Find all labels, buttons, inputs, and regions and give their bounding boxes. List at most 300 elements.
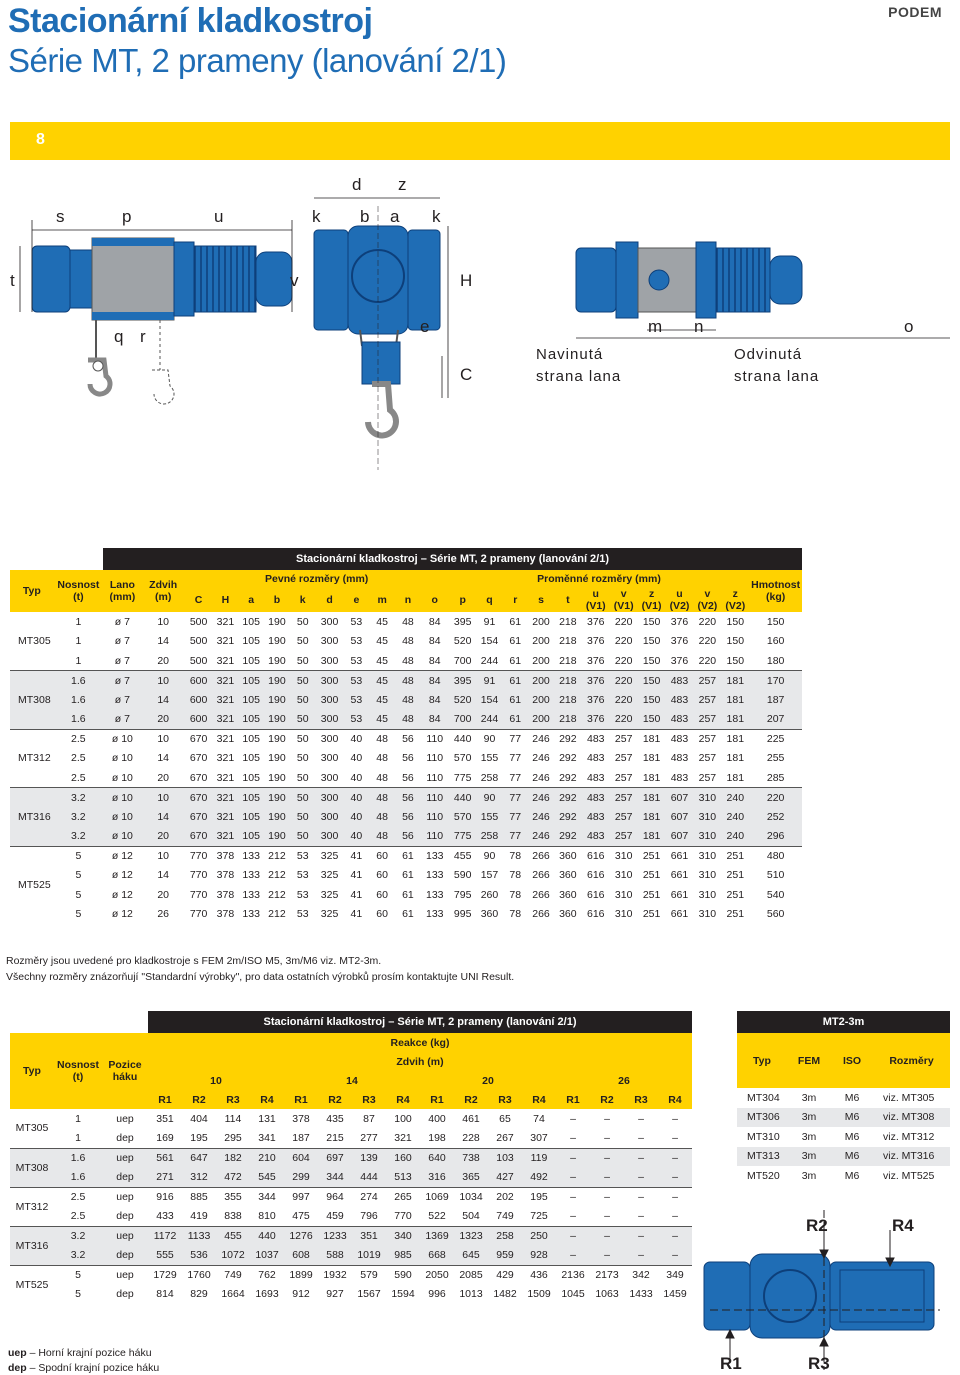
dim-C: C [460, 365, 473, 384]
table-cell: ø 7 [114, 654, 130, 667]
table-cell: 251 [642, 908, 661, 921]
table-cell: 53 [350, 654, 363, 667]
table-cell: uep [102, 1148, 148, 1168]
table-cell: – [624, 1246, 658, 1266]
table-cell: 61 [402, 908, 414, 921]
table-cell: 274 [352, 1187, 386, 1207]
table-cell: 20 [157, 654, 169, 667]
table-cell: 670 [185, 729, 213, 749]
reaction-label-r4: R4 [892, 1216, 914, 1235]
table-row [10, 671, 802, 691]
table1-col-var: s [528, 588, 554, 612]
unwind-side-label-1: Odvinutá [734, 346, 803, 363]
table-cell: 53 [344, 710, 370, 730]
table-cell: 181 [721, 671, 749, 691]
table-cell: 2050 [420, 1265, 454, 1285]
table-cell: MT310 [747, 1130, 780, 1143]
reaction-col-r4: R4 [522, 1090, 556, 1109]
table-cell: ø 7 [114, 615, 130, 628]
table-cell: 56 [402, 771, 414, 784]
table-cell: 3m [787, 1147, 831, 1167]
table-cell: 220 [749, 788, 802, 808]
table-cell: – [556, 1148, 590, 1168]
dim-v: v [290, 271, 299, 290]
table-cell: 1.6 [54, 710, 103, 730]
table-cell: viz. MT316 [873, 1147, 950, 1167]
table-cell: 608 [284, 1246, 318, 1266]
table-cell: 246 [528, 827, 554, 847]
table-cell: 310 [698, 869, 717, 882]
table-cell: 360 [559, 908, 577, 921]
table-cell: 155 [480, 752, 499, 765]
table-cell: 77 [509, 771, 522, 784]
table-cell: 133 [421, 846, 449, 866]
table-cell: 312 [182, 1168, 216, 1188]
table-cell: 2085 [454, 1265, 488, 1285]
table-cell: 668 [420, 1246, 454, 1266]
table-cell: 427 [488, 1168, 522, 1188]
type-cell: MT316 [10, 1226, 54, 1265]
table-cell: 150 [726, 615, 745, 628]
table-cell: 321 [216, 771, 235, 784]
table-cell: 540 [766, 888, 785, 901]
table-cell: 1323 [454, 1226, 488, 1246]
table-cell: 61 [402, 869, 414, 882]
table-cell: 181 [721, 729, 749, 749]
table-cell: 181 [638, 827, 666, 847]
table-cell: 459 [326, 1210, 344, 1222]
table-cell: ø 10 [103, 807, 142, 827]
table-cell: 927 [326, 1288, 344, 1301]
table-cell: 200 [532, 654, 550, 667]
table-cell: 56 [395, 807, 421, 827]
table-cell: 251 [726, 888, 745, 901]
table-row [10, 612, 802, 632]
table-row [10, 710, 802, 730]
table-cell: – [638, 1210, 644, 1222]
table-cell: – [556, 1226, 590, 1246]
table-cell: 3m [787, 1108, 831, 1128]
table-cell: ø 7 [103, 671, 142, 691]
table-cell: 56 [402, 752, 414, 765]
table-cell: 240 [721, 827, 749, 847]
table-cell: 355 [216, 1187, 250, 1207]
table-cell: 378 [216, 908, 235, 921]
table-cell: 187 [749, 690, 802, 710]
table1-col-var: r [502, 588, 528, 612]
table-cell: 600 [185, 710, 213, 730]
dim-s: s [56, 207, 65, 226]
table-row [10, 866, 802, 886]
table-cell: 220 [610, 710, 638, 730]
table-cell: 1664 [221, 1288, 245, 1301]
table-cell: ø 10 [111, 771, 133, 784]
table-cell: 770 [189, 869, 208, 882]
table-cell: 105 [242, 654, 260, 667]
table-cell: dep [116, 1210, 134, 1222]
table-cell: 20 [142, 827, 185, 847]
table-cell: 964 [318, 1187, 352, 1207]
table-cell: 647 [182, 1148, 216, 1168]
table-cell: – [556, 1246, 590, 1266]
table-cell: 133 [425, 908, 444, 921]
table-cell: 321 [216, 635, 235, 648]
reaction-col-r3: R3 [216, 1090, 250, 1109]
brand-logo: PODEM [888, 4, 942, 20]
table-cell: 588 [318, 1246, 352, 1266]
table-cell: 1133 [182, 1226, 216, 1246]
table1-col-var: t [554, 588, 582, 612]
table-cell: 1034 [454, 1187, 488, 1207]
table-cell: 190 [264, 690, 290, 710]
table-cell: 48 [395, 710, 421, 730]
table-cell: 2.5 [70, 1210, 86, 1222]
table-cell: 770 [189, 908, 208, 921]
dim-t: t [10, 271, 15, 290]
table-cell: 300 [316, 671, 344, 691]
table-cell: 61 [509, 635, 522, 648]
table-cell: 2173 [590, 1265, 624, 1285]
zdvih-value: 14 [284, 1071, 420, 1090]
table-row [10, 749, 802, 769]
table-cell: 50 [290, 788, 316, 808]
table-cell: 738 [454, 1148, 488, 1168]
table-cell: 220 [614, 654, 633, 667]
table-cell: 48 [376, 752, 388, 765]
table-cell: MT304 [747, 1091, 780, 1104]
type-cell: MT525 [10, 846, 54, 924]
table-row [10, 905, 802, 925]
table-cell: 20 [142, 710, 185, 730]
table-cell: 570 [449, 807, 477, 827]
table-cell: 78 [509, 888, 522, 901]
table-cell: 996 [428, 1288, 446, 1301]
table-cell: 433 [156, 1210, 174, 1222]
table-cell: 1045 [561, 1288, 585, 1301]
reaction-col-r3: R3 [624, 1090, 658, 1109]
table-cell: 325 [320, 908, 339, 921]
table-cell: 483 [670, 752, 689, 765]
table-cell: 14 [157, 635, 169, 648]
reaction-col-r2: R2 [182, 1090, 216, 1109]
table-cell: 14 [157, 752, 169, 765]
table-cell: 252 [749, 807, 802, 827]
table-cell: 440 [449, 788, 477, 808]
table-cell: 749 [216, 1265, 250, 1285]
table-cell: 661 [670, 888, 689, 901]
table-cell: 53 [350, 635, 363, 648]
table-cell: 590 [386, 1265, 420, 1285]
table-cell: M6 [844, 1169, 860, 1182]
table-cell: 1693 [255, 1288, 279, 1301]
table1-col-C: C [185, 588, 213, 612]
table-cell: 150 [642, 635, 661, 648]
table-cell: 2.5 [54, 729, 103, 749]
table-cell: 1 [75, 1132, 81, 1144]
table-cell: 483 [582, 729, 610, 749]
table-cell: 376 [587, 635, 605, 648]
table-cell: 251 [721, 846, 749, 866]
table-cell: 258 [477, 827, 503, 847]
table-cell: 749 [496, 1210, 514, 1222]
table-cell: 1 [75, 635, 82, 648]
table-cell: 40 [344, 729, 370, 749]
table-cell: 277 [360, 1132, 378, 1144]
table-cell: 53 [344, 671, 370, 691]
table-cell: 48 [402, 654, 414, 667]
table-cell: 3.2 [54, 1226, 102, 1246]
table-cell: 607 [666, 788, 694, 808]
table3-col: FEM [787, 1033, 831, 1088]
table-cell: 378 [213, 846, 239, 866]
table-cell: 56 [395, 729, 421, 749]
table-cell: 60 [376, 888, 388, 901]
table-cell: 45 [369, 690, 395, 710]
table-cell: 48 [369, 827, 395, 847]
table-cell: 200 [528, 710, 554, 730]
reaction-col-r4: R4 [386, 1090, 420, 1109]
table-cell: 61 [402, 888, 414, 901]
table-cell: 796 [360, 1210, 378, 1222]
table-cell: – [604, 1210, 610, 1222]
table-cell: 429 [488, 1265, 522, 1285]
type-cell: MT525 [10, 1265, 54, 1304]
table-cell: 150 [638, 671, 666, 691]
table-cell: 84 [428, 635, 441, 648]
table-cell: 814 [156, 1288, 174, 1301]
dim-m: m [648, 317, 663, 336]
table-cell: uep [102, 1265, 148, 1285]
table-cell: 50 [296, 752, 309, 765]
table-cell: 77 [502, 729, 528, 749]
table-cell: 480 [749, 846, 802, 866]
table-cell: uep [102, 1187, 148, 1207]
table1-col-n: n [395, 588, 421, 612]
table-cell: – [658, 1187, 692, 1207]
table-cell: 342 [624, 1265, 658, 1285]
dimensions-table [10, 548, 802, 924]
table-cell: 246 [532, 771, 550, 784]
table-cell: 616 [587, 888, 605, 901]
table-cell: 3m [801, 1130, 817, 1143]
table-cell: 48 [369, 788, 395, 808]
table-cell: 40 [344, 807, 370, 827]
table-cell: – [658, 1168, 692, 1188]
table-cell: 959 [488, 1246, 522, 1266]
table-cell: 114 [224, 1112, 242, 1125]
type-cell: MT316 [10, 788, 54, 847]
table-cell: 472 [216, 1168, 250, 1188]
table-cell: 300 [320, 654, 339, 667]
table-cell: 351 [156, 1112, 174, 1125]
table1-col-var: v (V2) [693, 588, 721, 612]
table-cell: 775 [453, 771, 472, 784]
table-cell: 133 [242, 908, 260, 921]
table-cell: 133 [238, 846, 264, 866]
table-cell: 218 [554, 690, 582, 710]
table-cell: 91 [477, 671, 503, 691]
table-cell: 310 [614, 869, 633, 882]
table-cell: 190 [264, 710, 290, 730]
table-cell: 48 [369, 807, 395, 827]
table-cell: 321 [213, 690, 239, 710]
table-cell: 181 [638, 788, 666, 808]
table-cell: 220 [698, 615, 717, 628]
table-cell: 300 [316, 710, 344, 730]
table-cell: 84 [428, 615, 441, 628]
table-cell: 1172 [148, 1226, 182, 1246]
table-cell: 376 [582, 671, 610, 691]
table-cell: 220 [614, 635, 633, 648]
table-cell: 310 [693, 827, 721, 847]
table-cell: 250 [522, 1226, 556, 1246]
type-cell: MT305 [18, 635, 51, 647]
table-cell: 300 [316, 729, 344, 749]
table-cell: 195 [190, 1132, 208, 1144]
table-cell: 220 [698, 635, 717, 648]
table-cell: 513 [386, 1168, 420, 1188]
table-cell: 395 [453, 615, 472, 628]
table-cell: 41 [344, 846, 370, 866]
table-cell: 181 [721, 710, 749, 730]
table-cell: 670 [189, 752, 208, 765]
table-cell: 475 [292, 1210, 310, 1222]
table-cell: viz. MT308 [873, 1108, 950, 1128]
table-cell: 310 [610, 846, 638, 866]
table-cell: 376 [582, 710, 610, 730]
table-row [10, 768, 802, 788]
table-cell: 321 [394, 1132, 412, 1144]
table-cell: ø 7 [103, 690, 142, 710]
table-cell: 181 [642, 771, 661, 784]
table-cell: 1369 [420, 1226, 454, 1246]
table-cell: 522 [428, 1210, 446, 1222]
table-row [10, 788, 802, 808]
table-cell: 133 [242, 869, 260, 882]
table-cell: 40 [344, 788, 370, 808]
table-cell: 45 [369, 710, 395, 730]
table-cell: 321 [213, 729, 239, 749]
table-row [10, 1109, 692, 1129]
table-cell: 40 [344, 827, 370, 847]
table-cell: – [624, 1168, 658, 1188]
table-cell: 78 [509, 869, 522, 882]
legend-dep: dep – Spodní krajní pozice háku [8, 1362, 160, 1374]
table-cell: 770 [394, 1210, 412, 1222]
table-cell: 3m [801, 1091, 817, 1104]
table-cell: 257 [614, 771, 633, 784]
table-cell: 295 [224, 1132, 242, 1144]
table-cell: 344 [318, 1168, 352, 1188]
table-cell: 310 [614, 908, 633, 921]
table1-col-var: z (V1) [638, 588, 666, 612]
table-cell: 61 [509, 615, 522, 628]
section-band [10, 122, 950, 160]
table-cell: 190 [264, 788, 290, 808]
legend-uep: uep – Horní krajní pozice háku [8, 1347, 152, 1359]
dim-o: o [904, 317, 914, 336]
table2-col-typ: Typ [10, 1033, 54, 1109]
table-cell: 1594 [391, 1288, 415, 1301]
table-cell: 560 [766, 908, 785, 921]
table-cell: 190 [264, 827, 290, 847]
table-cell: 321 [213, 671, 239, 691]
reaction-col-r1: R1 [148, 1090, 182, 1109]
table-cell: 257 [610, 807, 638, 827]
table-cell: – [590, 1187, 624, 1207]
table-cell: 190 [268, 654, 286, 667]
table-cell: 1 [75, 654, 82, 667]
table-cell: 310 [698, 888, 717, 901]
table-cell: 257 [698, 771, 717, 784]
table-cell: 105 [238, 788, 264, 808]
table-cell: 604 [284, 1148, 318, 1168]
table-cell: 53 [296, 888, 309, 901]
reaction-label-r1: R1 [720, 1354, 742, 1373]
table-cell: 181 [726, 752, 745, 765]
dim-a: a [390, 207, 400, 226]
table-cell: 187 [292, 1132, 310, 1144]
table-cell: viz. MT312 [883, 1130, 935, 1143]
footnote-line-2: Všechny rozměry znázorňují "Standardní výrobky", pro data ostatních výrobků prosím kontaktujte UNI Result. [6, 971, 515, 983]
table-cell: 351 [352, 1226, 386, 1246]
table-cell: 50 [290, 827, 316, 847]
type-cell: MT312 [10, 1187, 54, 1226]
table-cell: 105 [242, 615, 260, 628]
table-cell: 154 [480, 635, 499, 648]
table-cell: 218 [554, 671, 582, 691]
table-cell: 912 [292, 1288, 310, 1301]
table-cell: 1.6 [54, 1148, 102, 1168]
table-cell: 300 [320, 752, 339, 765]
table-cell: ø 10 [103, 788, 142, 808]
zdvih-value: 26 [556, 1071, 692, 1090]
table-cell: 246 [532, 752, 550, 765]
table-cell: 378 [216, 888, 235, 901]
table-cell: 212 [268, 888, 286, 901]
table-cell: 419 [190, 1210, 208, 1222]
table-cell: 500 [189, 635, 208, 648]
table-row [10, 632, 802, 652]
table-cell: 444 [352, 1168, 386, 1188]
table-cell: 483 [666, 671, 694, 691]
table-cell: 376 [587, 615, 605, 628]
zdvih-value: 20 [420, 1071, 556, 1090]
table-cell: 110 [426, 752, 444, 765]
table-cell: 61 [502, 671, 528, 691]
table3-title: MT2-3m [737, 1011, 950, 1033]
table-cell: ø 7 [103, 710, 142, 730]
table-cell: 404 [190, 1112, 208, 1125]
table-cell: 45 [376, 615, 388, 628]
table-row [737, 1147, 950, 1167]
table-cell: ø 12 [111, 869, 133, 882]
table-cell: 218 [554, 710, 582, 730]
table-cell: 376 [670, 654, 689, 667]
table-cell: 310 [693, 788, 721, 808]
table1-col-e: e [344, 588, 370, 612]
table2-reakce: Reakce (kg) [148, 1033, 692, 1052]
table-cell: – [672, 1132, 678, 1144]
table-row [10, 1226, 692, 1246]
table-cell: 435 [326, 1112, 344, 1125]
table-cell: 119 [522, 1148, 556, 1168]
table-cell: 1433 [629, 1288, 653, 1301]
table-cell: 300 [320, 635, 339, 648]
table-cell: 300 [320, 771, 339, 784]
table-cell: 266 [528, 846, 554, 866]
table-cell: 266 [532, 888, 550, 901]
